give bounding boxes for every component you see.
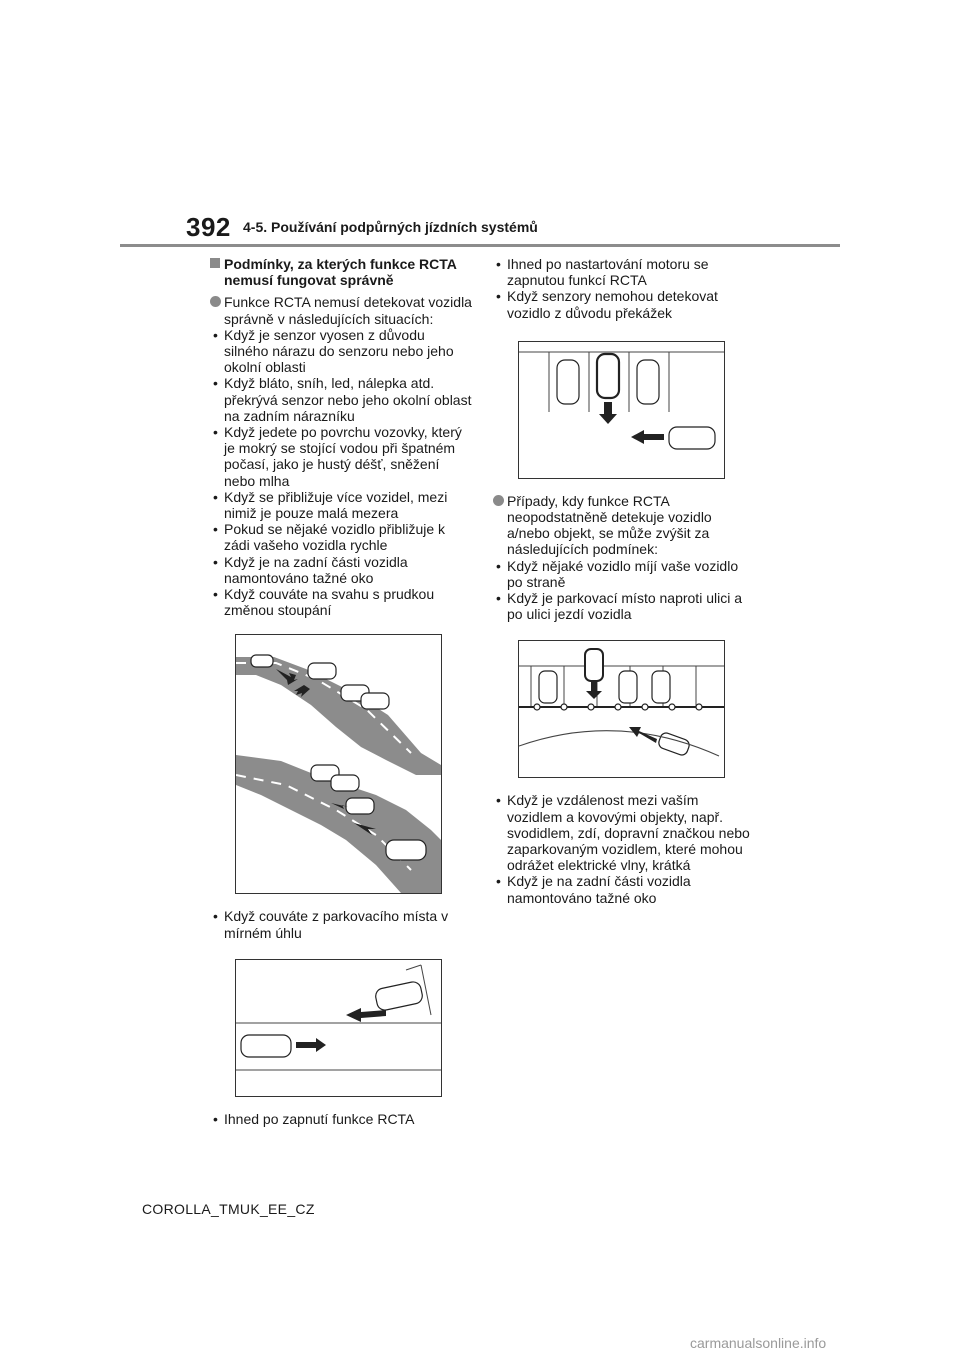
list-item-text: Ihned po nastartování motoru se zapnutou funkcí RCTA [507, 256, 709, 289]
list-item: • Když je parkovací místo naproti ulici a po ulici jezdí vozidla [496, 590, 742, 623]
document-code: COROLLA_TMUK_EE_CZ [142, 1201, 315, 1217]
list-item-text: Když je na zadní části vozidla namontováno tažné oko [224, 553, 408, 586]
list-item-text: Když se přibližuje více vozidel, mezi nimiž je pouze malá mezera [224, 488, 448, 522]
section-title: 4-5. Používání podpůrných jízdních systémů [243, 219, 538, 235]
list-item-text: Když je na zadní části vozidla namontováno tažné oko [507, 873, 691, 906]
list-item: • Když senzory nemohou detekovat vozidlo z důvodu překážek [496, 288, 718, 321]
list-item: • Ihned po nastartování motoru se zapnutou funkcí RCTA [496, 256, 709, 289]
list-item-text: Když bláto, sníh, led, nálepka atd. překrývá senzor nebo jeho okolní oblast na zadním nárazníku [224, 375, 472, 424]
intro-paragraph [210, 294, 472, 326]
list-item: • Když je na zadní části vozidla namontováno tažné oko [496, 873, 691, 906]
right-column [493, 256, 755, 906]
false-detection-paragraph [493, 493, 755, 558]
page-number: 392 [186, 212, 231, 242]
list-item-text: Když couváte na svahu s prudkou změnou stoupání [224, 586, 435, 619]
list-item: • Když je na zadní části vozidla namontováno tažné oko [213, 553, 408, 586]
list-item: • Když je senzor vyosen z důvodu silného nárazu do senzoru nebo jeho okolní oblasti [213, 326, 454, 376]
list-item-text: Když senzory nemohou detekovat vozidlo z důvodu překážek [507, 288, 718, 321]
left-column [210, 256, 472, 1127]
conditions-heading [210, 256, 472, 288]
list-item-text: Když je vzdálenost mezi vaším vozidlem a kovovými objekty, např. svodidlem, zdí, dopravní značkou nebo zaparkovaným vozidlem, které mohou odrážet elektrické vlny, krátká [507, 792, 750, 874]
list-item-text: Pokud se nějaké vozidlo přibližuje k zádi vašeho vozidla rychle [224, 521, 446, 554]
circle-bullet-icon [493, 495, 504, 506]
street-parking-illustration [518, 640, 725, 778]
list-item: • Když nějaké vozidlo míjí vaše vozidlo po straně [496, 557, 739, 590]
list-item: • Pokud se nějaké vozidlo přibližuje k zádi vašeho vozidla rychle [213, 521, 446, 554]
square-bullet-icon [210, 258, 220, 268]
list-item-text: Když jedete po povrchu vozovky, který je mokrý se stojící vodou při špatném počasí, jako je hustý déšť, sněžení nebo mlha [224, 424, 462, 489]
list-item-text: Když couváte z parkovacího místa v mírném úhlu [224, 908, 449, 941]
angled-parking-illustration [235, 959, 442, 1097]
list-item: • Když couváte z parkovacího místa v mírném úhlu [213, 908, 449, 941]
parking-lot-illustration [518, 341, 725, 479]
list-item-text: Ihned po zapnutí funkce RCTA [224, 1110, 415, 1127]
watermark: carmanualsonline.info [690, 1335, 827, 1351]
list-item: • Když je vzdálenost mezi vaším vozidlem a kovovými objekty, např. svodidlem, zdí, dopravní značkou nebo zaparkovaným vozidlem, které mohou odrážet elektrické vlny, krátká [496, 792, 750, 874]
list-item: • Když jedete po povrchu vozovky, který je mokrý se stojící vodou při špatném počasí, jako je hustý déšť, sněžení nebo mlha [213, 424, 462, 489]
list-item: • Když bláto, sníh, led, nálepka atd. překrývá senzor nebo jeho okolní oblast na zadním nárazníku [213, 375, 472, 424]
conditions-heading-text: Podmínky, za kterých funkce RCTA nemusí fungovat správně [224, 256, 457, 289]
header-divider [120, 244, 840, 247]
list-item-text: Když je parkovací místo naproti ulici a po ulici jezdí vozidla [507, 590, 742, 623]
list-item: • Když couváte na svahu s prudkou změnou stoupání [213, 586, 435, 619]
list-item: • Když se přibližuje více vozidel, mezi nimiž je pouze malá mezera [213, 488, 448, 522]
slope-road-illustration [235, 634, 442, 894]
false-detection-text: Případy, kdy funkce RCTA neopodstatněně detekuje vozidlo a/nebo objekt, se může zvýšit za následujících podmínek: [507, 492, 712, 558]
list-item-text: Když nějaké vozidlo míjí vaše vozidlo po straně [507, 557, 739, 590]
list-item-text: Když je senzor vyosen z důvodu silného nárazu do senzoru nebo jeho okolní oblasti [224, 326, 454, 376]
circle-bullet-icon [210, 296, 221, 307]
list-item: • Ihned po zapnutí funkce RCTA [213, 1110, 415, 1127]
intro-text: Funkce RCTA nemusí detekovat vozidla správně v následujících situacích: [224, 294, 472, 327]
